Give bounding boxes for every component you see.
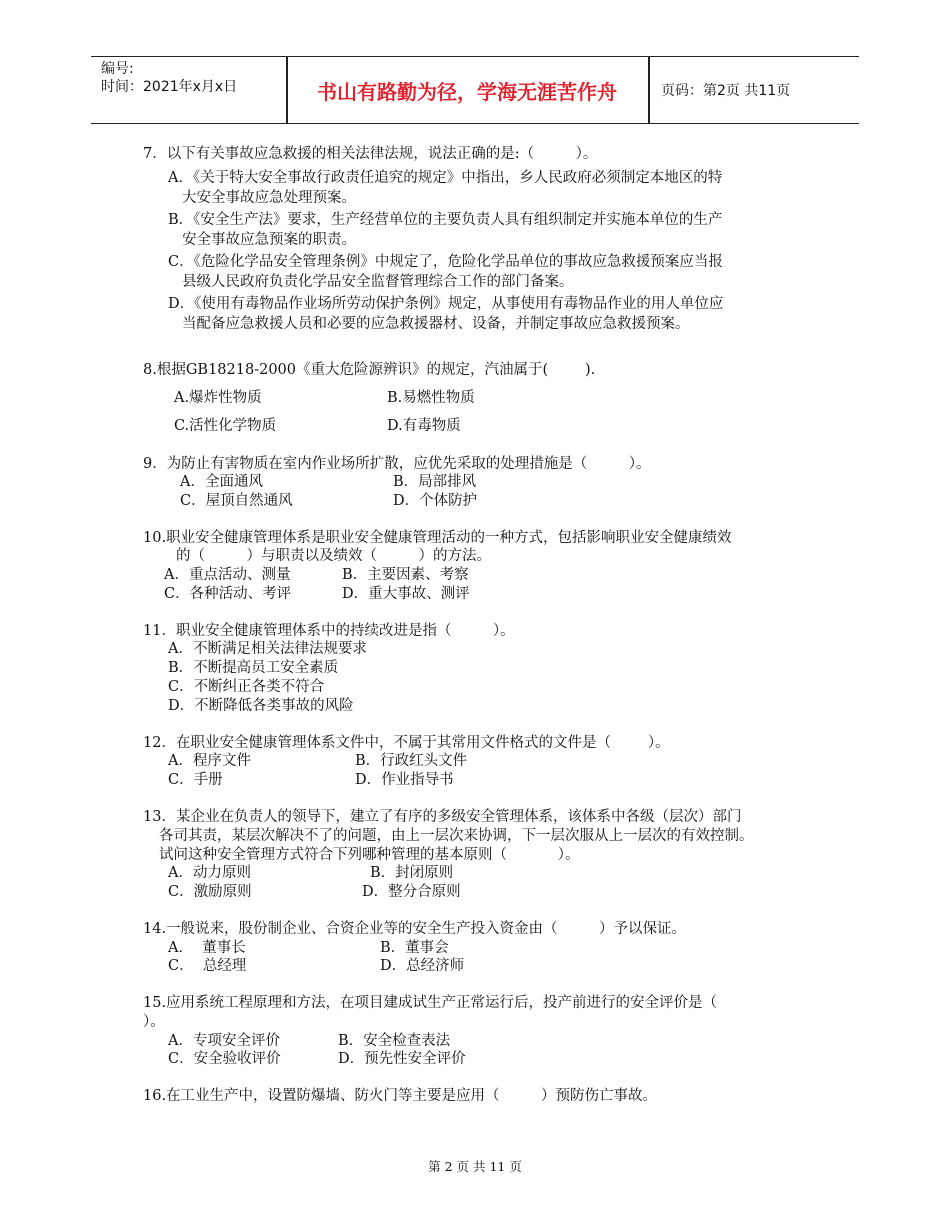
question-8-option-c: C.活性化学物质 bbox=[174, 418, 277, 434]
question-10-option-c: C．各种活动、考评 bbox=[164, 586, 292, 602]
question-12-option-a: A．程序文件 bbox=[168, 753, 251, 769]
header-meta bbox=[101, 60, 237, 96]
question-10-stem-cont: 的（ ）与职责以及绩效（ ）的方法。 bbox=[176, 548, 491, 564]
question-7-option-c-cont: 县级人民政府负责化学品安全监督管理综合工作的部门备案。 bbox=[182, 274, 574, 290]
question-12-stem: 12．在职业安全健康管理体系文件中，不属于其常用文件格式的文件是（ ）。 bbox=[143, 735, 670, 751]
question-10-option-b: B．主要因素、考察 bbox=[342, 567, 469, 583]
question-15-option-a: A．专项安全评价 bbox=[168, 1033, 280, 1049]
question-14-option-b: B．董事会 bbox=[380, 940, 449, 956]
question-7-option-d: D．《使用有毒物品作业场所劳动保护条例》规定，从事使用有毒物品作业的用人单位应 bbox=[168, 296, 724, 312]
question-7-option-d-cont: 当配备应急救援人员和必要的应急救援器材、设备，并制定事故应急救援预案。 bbox=[182, 316, 690, 332]
question-13-stem-cont: 各司其责，某层次解决不了的问题，由上一层次来协调，下一层次服从上一层次的有效控制。 bbox=[159, 828, 754, 844]
question-11-stem: 11．职业安全健康管理体系中的持续改进是指（ ）。 bbox=[143, 623, 515, 639]
question-8-option-a: A.爆炸性物质 bbox=[174, 390, 262, 406]
question-13-stem-cont: 试问这种安全管理方式符合下列哪种管理的基本原则（ ）。 bbox=[159, 847, 580, 863]
question-15-option-c: C．安全验收评价 bbox=[168, 1051, 281, 1067]
page-header bbox=[91, 56, 859, 124]
question-7-option-b-cont: 安全事故应急预案的职责。 bbox=[182, 232, 356, 248]
page-footer: 第 2 页 共 11 页 bbox=[428, 1159, 522, 1174]
question-13-option-d: D．整分合原则 bbox=[362, 884, 461, 900]
question-8-option-d: D.有毒物质 bbox=[387, 418, 461, 434]
time-label: 时间：2021年x月x日 bbox=[101, 79, 238, 95]
header-motto: 书山有路勤为径，学海无涯苦作舟 bbox=[317, 79, 617, 104]
question-12-option-c: C．手册 bbox=[168, 772, 223, 788]
question-10-option-d: D．重大事故、测评 bbox=[342, 586, 470, 602]
question-13-option-c: C．激励原则 bbox=[168, 884, 252, 900]
question-15-stem-cont: ）。 bbox=[143, 1014, 165, 1030]
header-divider bbox=[648, 57, 650, 123]
header-page-info: 页码：第2页 共11页 bbox=[661, 83, 791, 99]
question-12-option-d: D．作业指导书 bbox=[355, 772, 454, 788]
question-13-option-a: A．动力原则 bbox=[168, 865, 251, 881]
question-11-option-d: D．不断降低各类事故的风险 bbox=[168, 698, 354, 714]
question-7-stem: 7．以下有关事故应急救援的相关法律法规，说法正确的是:（ ）。 bbox=[143, 146, 598, 162]
question-11-option-b: B．不断提高员工安全素质 bbox=[168, 660, 339, 676]
question-8-option-b: B.易燃性物质 bbox=[387, 390, 475, 406]
question-9-option-a: A．全面通风 bbox=[180, 474, 263, 490]
number-label: 编号: bbox=[101, 61, 134, 77]
question-11-option-c: C．不断纠正各类不符合 bbox=[168, 679, 325, 695]
question-9-stem: 9．为防止有害物质在室内作业场所扩散，应优先采取的处理措施是（ ）。 bbox=[143, 456, 651, 472]
question-7-option-a-cont: 大安全事故应急处理预案。 bbox=[182, 190, 356, 206]
question-15-option-b: B．安全检查表法 bbox=[338, 1033, 451, 1049]
question-10-stem: 10.职业安全健康管理体系是职业安全健康管理活动的一种方式，包括影响职业安全健康绩效 bbox=[143, 530, 732, 546]
question-15-option-d: D．预先性安全评价 bbox=[338, 1051, 466, 1067]
question-8-stem: 8.根据GB18218-2000《重大危险源辨识》的规定，汽油属于( ). bbox=[143, 362, 596, 378]
question-11-option-a: A．不断满足相关法律法规要求 bbox=[168, 641, 367, 657]
question-10-option-a: A．重点活动、测量 bbox=[164, 567, 291, 583]
question-14-option-a: A． 董事长 bbox=[168, 940, 246, 956]
question-7-option-c: C．《危险化学品安全管理条例》中规定了，危险化学品单位的事故应急救援预案应当报 bbox=[168, 254, 723, 270]
question-7-option-b: B．《安全生产法》要求，生产经营单位的主要负责人具有组织制定并实施本单位的生产 bbox=[168, 212, 723, 228]
question-12-option-b: B．行政红头文件 bbox=[355, 753, 468, 769]
question-9-option-b: B．局部排风 bbox=[393, 474, 477, 490]
question-13-option-b: B．封闭原则 bbox=[370, 865, 454, 881]
question-14-stem: 14.一般说来，股份制企业、合资企业等的安全生产投入资金由（ ）予以保证。 bbox=[143, 921, 687, 937]
question-16-stem: 16.在工业生产中，设置防爆墙、防火门等主要是应用（ ）预防伤亡事故。 bbox=[143, 1088, 658, 1104]
question-15-stem: 15.应用系统工程原理和方法，在项目建成试生产正常运行后，投产前进行的安全评价是（ bbox=[143, 995, 718, 1011]
question-7-option-a: A．《关于特大安全事故行政责任追究的规定》中指出，乡人民政府必须制定本地区的特 bbox=[168, 170, 723, 186]
question-14-option-d: D．总经济师 bbox=[380, 958, 465, 974]
question-14-option-c: C． 总经理 bbox=[168, 958, 247, 974]
question-13-stem: 13．某企业在负责人的领导下，建立了有序的多级安全管理体系，该体系中各级（层次）部门 bbox=[143, 809, 742, 825]
question-9-option-c: C．屋顶自然通风 bbox=[180, 493, 293, 509]
question-9-option-d: D．个体防护 bbox=[393, 493, 478, 509]
